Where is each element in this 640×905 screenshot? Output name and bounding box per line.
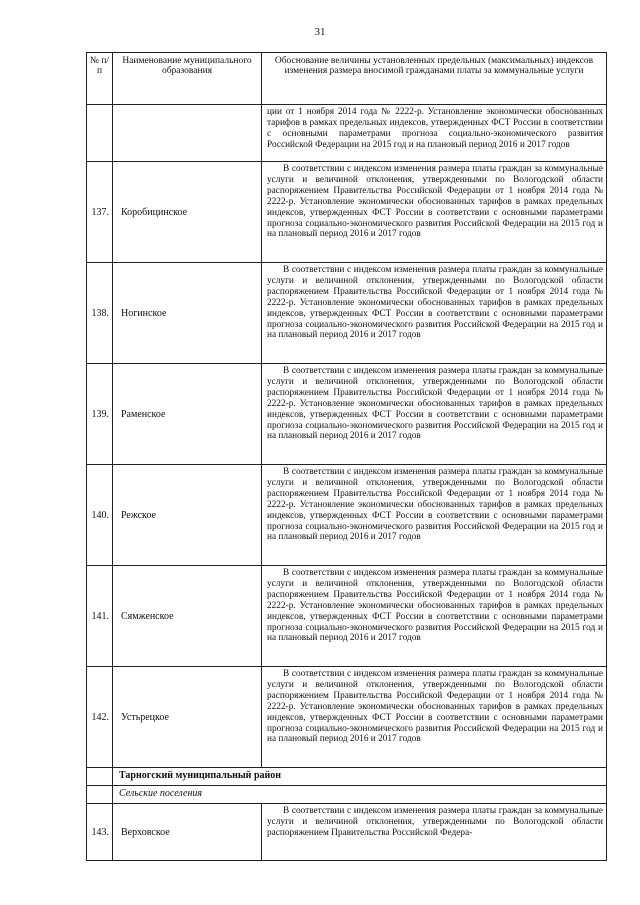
district-name: Тарногский муниципальный район <box>113 768 607 786</box>
reason-text: В соответствии с индексом изменения размера платы граждан за коммунальные услуги и величиной отклонения, утвержденными по Вологодской области распоряжением Правительства Российской Федерации от 1 ноября 2014 года № 2222-р. Установление экономически обоснованных тарифов в рамках предельных индексов, утвержденных ФСТ России в соответствии с основными параметрами прогноза социально-экономического развития Российской Федерации на 2015 год и на плановый период 2016 и 2017 годов <box>262 667 607 768</box>
table-row <box>87 263 607 364</box>
header-num: № п/п <box>87 53 113 105</box>
cell-num <box>87 105 113 162</box>
reason-text: В соответствии с индексом изменения размера платы граждан за коммунальные услуги и величиной отклонения, утвержденными по Вологодской области распоряжением Правительства Российской Федерации от 1 ноября 2014 года № 2222-р. Установление экономически обоснованных тарифов в рамках предельных индексов, утвержденных ФСТ России в соответствии с основными параметрами прогноза социально-экономического развития Российской Федерации на 2015 год и на плановый период 2016 и 2017 годов <box>262 566 607 667</box>
table-row <box>87 162 607 263</box>
table-row <box>87 465 607 566</box>
row-num: 142. <box>87 667 113 768</box>
cell-num <box>87 786 113 804</box>
reason-text: В соответствии с индексом изменения размера платы граждан за коммунальные услуги и величиной отклонения, утвержденными по Вологодской области распоряжением Правительства Российской Федерации от 1 ноября 2014 года № 2222-р. Установление экономически обоснованных тарифов в рамках предельных индексов, утвержденных ФСТ России в соответствии с основными параметрами прогноза социально-экономического развития Российской Федерации на 2015 год и на плановый период 2016 и 2017 годов <box>262 364 607 465</box>
reason-text: В соответствии с индексом изменения размера платы граждан за коммунальные услуги и величиной отклонения, утвержденными по Вологодской области распоряжением Правительства Российской Федера- <box>262 804 607 861</box>
reason-text: В соответствии с индексом изменения размера платы граждан за коммунальные услуги и величиной отклонения, утвержденными по Вологодской области распоряжением Правительства Российской Федерации от 1 ноября 2014 года № 2222-р. Установление экономически обоснованных тарифов в рамках предельных индексов, утвержденных ФСТ России в соответствии с основными параметрами прогноза социально-экономического развития Российской Федерации на 2015 год и на плановый период 2016 и 2017 годов <box>262 162 607 263</box>
row-num: 137. <box>87 162 113 263</box>
reason-text: В соответствии с индексом изменения размера платы граждан за коммунальные услуги и величиной отклонения, утвержденными по Вологодской области распоряжением Правительства Российской Федерации от 1 ноября 2014 года № 2222-р. Установление экономически обоснованных тарифов в рамках предельных индексов, утвержденных ФСТ России в соответствии с основными параметрами прогноза социально-экономического развития Российской Федерации на 2015 год и на плановый период 2016 и 2017 годов <box>262 263 607 364</box>
table-row <box>87 566 607 667</box>
municipality-name: Раменское <box>113 364 262 465</box>
subsection-row <box>87 786 607 804</box>
municipality-name: Режское <box>113 465 262 566</box>
table-row <box>87 804 607 861</box>
row-num: 140. <box>87 465 113 566</box>
table-row <box>87 364 607 465</box>
municipality-name: Коробицинское <box>113 162 262 263</box>
row-num: 141. <box>87 566 113 667</box>
row-num: 138. <box>87 263 113 364</box>
table-row-continuation <box>87 105 607 162</box>
header-name: Наименование муниципального образования <box>113 53 262 105</box>
municipality-name: Устьрецкое <box>113 667 262 768</box>
table-row <box>87 667 607 768</box>
municipality-name: Сямженское <box>113 566 262 667</box>
row-num: 139. <box>87 364 113 465</box>
reason-text: В соответствии с индексом изменения размера платы граждан за коммунальные услуги и величиной отклонения, утвержденными по Вологодской области распоряжением Правительства Российской Федерации от 1 ноября 2014 года № 2222-р. Установление экономически обоснованных тарифов в рамках предельных индексов, утвержденных ФСТ России в соответствии с основными параметрами прогноза социально-экономического развития Российской Федерации на 2015 год и на плановый период 2016 и 2017 годов <box>262 465 607 566</box>
table-header-row <box>87 53 607 105</box>
cell-reason: ции от 1 ноября 2014 года № 2222-р. Установление экономически обоснованных тарифов в рамках предельных индексов, утвержденных ФСТ России в соответствии с основными параметрами прогноза социально-экономического развития Российской Федерации на 2015 год и на плановый период 2016 и 2017 годов <box>262 105 607 162</box>
district-row <box>87 768 607 786</box>
municipality-name: Ногинское <box>113 263 262 364</box>
page-number: 31 <box>314 26 326 38</box>
header-reason: Обоснование величины установленных предельных (максимальных) индексов изменения размера вносимой гражданами платы за коммунальные услуги <box>262 53 607 105</box>
row-num: 143. <box>87 804 113 861</box>
cell-name <box>113 105 262 162</box>
subsection-name: Сельские поселения <box>113 786 607 804</box>
indices-table <box>86 52 607 861</box>
municipality-name: Верховское <box>113 804 262 861</box>
cell-num <box>87 768 113 786</box>
